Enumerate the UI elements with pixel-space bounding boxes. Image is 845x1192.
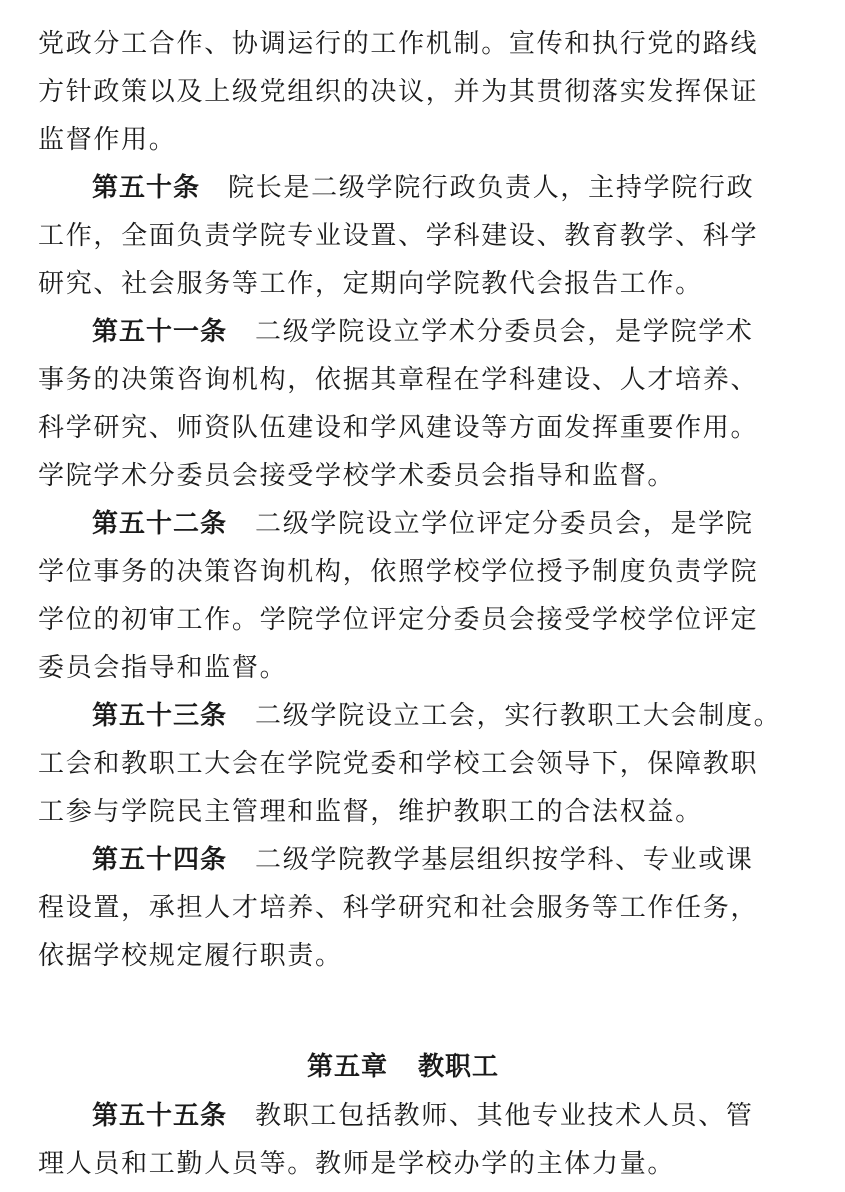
paragraph-line: 工作，全面负责学院专业设置、学科建设、教育教学、科学: [38, 221, 759, 251]
article-54: [38, 836, 758, 980]
paragraph-line: 依据学校规定履行职责。: [38, 941, 343, 971]
paragraph-line: 研究、社会服务等工作，定期向学院教代会报告工作。: [38, 269, 703, 299]
article-text: 二级学院设立工会，实行教职工大会制度。: [255, 701, 782, 731]
article-51: [38, 308, 758, 500]
paragraph-line: 科学研究、师资队伍建设和学风建设等方面发挥重要作用。: [38, 413, 759, 443]
paragraph-line: 委员会指导和监督。: [38, 653, 288, 683]
article-text: 二级学院教学基层组织按学科、专业或课: [255, 845, 754, 875]
paragraph-line: 理人员和工勤人员等。教师是学校办学的主体力量。: [38, 1149, 676, 1179]
paragraph-line: 监督作用。: [38, 125, 177, 155]
section-gap: [38, 980, 758, 1042]
chapter-number: 第五章: [306, 1052, 388, 1082]
article-number: 第五十一条: [92, 317, 228, 347]
paragraph-line: 工会和教职工大会在学院党委和学校工会领导下，保障教职: [38, 749, 759, 779]
paragraph-line: 党政分工合作、协调运行的工作机制。宣传和执行党的路线: [38, 29, 759, 59]
document-page: [38, 20, 782, 1188]
continuation-paragraph: [38, 20, 758, 164]
paragraph-line: 工参与学院民主管理和监督，维护教职工的合法权益。: [38, 797, 703, 827]
article-text: 二级学院设立学术分委员会，是学院学术: [255, 317, 754, 347]
article-text: 院长是二级学院行政负责人，主持学院行政: [228, 173, 755, 203]
article-first-line: [38, 836, 758, 884]
article-53: [38, 692, 782, 836]
paragraph-line: 程设置，承担人才培养、科学研究和社会服务等工作任务，: [38, 893, 759, 923]
article-number: 第五十三条: [92, 701, 228, 731]
article-number: 第五十五条: [92, 1101, 228, 1131]
article-number: 第五十四条: [92, 845, 228, 875]
paragraph-line: 方针政策以及上级党组织的决议，并为其贯彻落实发挥保证: [38, 77, 759, 107]
article-52: [38, 500, 758, 692]
article-number: 第五十条: [92, 173, 201, 203]
paragraph-line: 学院学术分委员会接受学校学术委员会指导和监督。: [38, 461, 676, 491]
paragraph-line: 学位的初审工作。学院学位评定分委员会接受学校学位评定: [38, 605, 759, 635]
chapter-title: 教职工: [418, 1052, 500, 1082]
article-55: [38, 1092, 758, 1188]
chapter-heading: [38, 1042, 758, 1092]
article-50: [38, 164, 758, 308]
article-number: 第五十二条: [92, 509, 228, 539]
article-first-line: [38, 692, 782, 740]
article-first-line: [38, 1092, 758, 1140]
paragraph-line: 学位事务的决策咨询机构，依照学校学位授予制度负责学院: [38, 557, 759, 587]
article-text: 教职工包括教师、其他专业技术人员、管: [255, 1101, 754, 1131]
article-first-line: [38, 164, 758, 212]
article-text: 二级学院设立学位评定分委员会，是学院: [255, 509, 754, 539]
article-first-line: [38, 308, 758, 356]
paragraph-line: 事务的决策咨询机构，依据其章程在学科建设、人才培养、: [38, 365, 759, 395]
article-first-line: [38, 500, 758, 548]
